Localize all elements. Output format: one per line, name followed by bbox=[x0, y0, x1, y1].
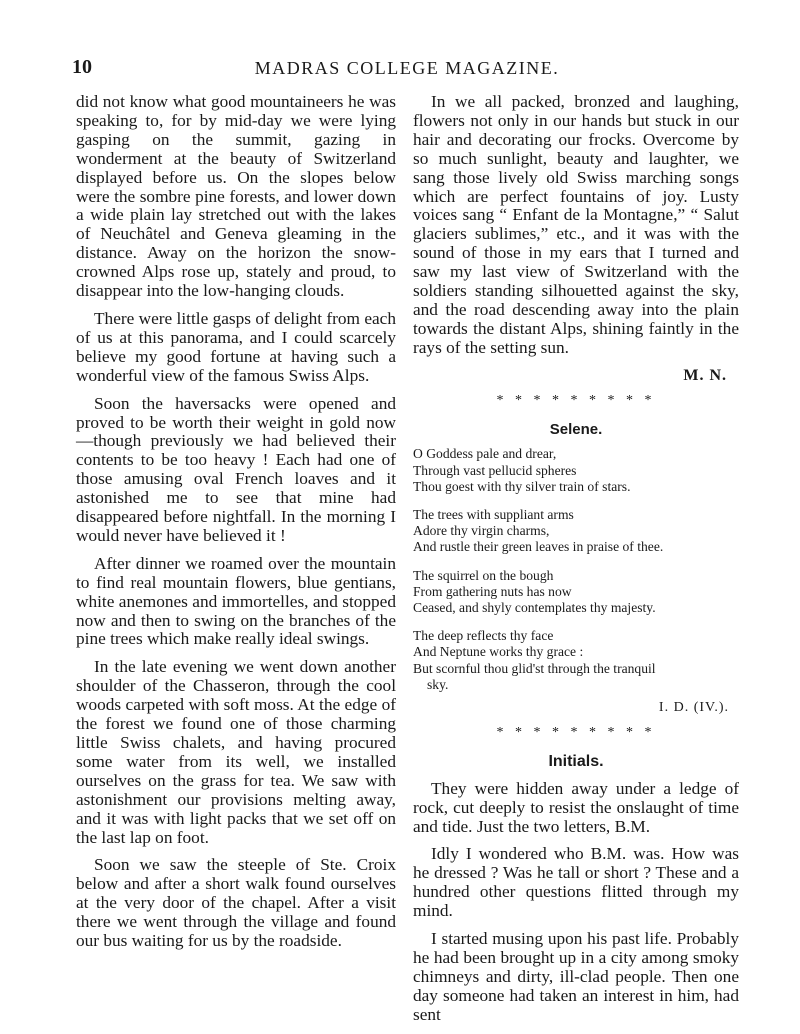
poem-line: Adore thy virgin charms, bbox=[413, 523, 550, 539]
paragraph: did not know what good mountaineers he was speaking to, for by mid-day we were lying gasping on the summit, gazing in wonderment at the beauty of Switzerland displayed before us. On the slopes below were the sombre pine forests, and lower down a wide plain lay stretched out with the lakes of Neuchâtel and Geneva gleaming in the distance. Away on the horizon the snow-crowned Alps rose up, stately and proud, to disappear into the low-hanging clouds. bbox=[76, 92, 396, 301]
poem-signature: I. D. (IV.). bbox=[658, 700, 729, 716]
poem-line: The squirrel on the bough bbox=[413, 567, 554, 583]
poem-stanza bbox=[413, 628, 739, 693]
paragraph: Idly I wondered who B.M. was. How was he dressed ? Was he tall or short ? These and a hundred other questions flitted through my mind. bbox=[413, 844, 739, 921]
poem-line: And rustle their green leaves in praise of thee. bbox=[413, 539, 664, 555]
poem-line: The trees with suppliant arms bbox=[413, 507, 574, 523]
poem-line: Ceased, and shyly contemplates thy majesty. bbox=[413, 600, 656, 616]
poem-line: Through vast pellucid spheres bbox=[413, 462, 577, 478]
poem-title: Selene. bbox=[549, 420, 603, 438]
poem-line: And Neptune works thy grace : bbox=[413, 644, 584, 660]
section-separator: * * * * * * * * * bbox=[496, 392, 656, 408]
paragraph: They were hidden away under a ledge of rock, cut deeply to resist the onslaught of time and tide. Just the two letters, B.M. bbox=[413, 778, 739, 836]
section-title: Initials. bbox=[548, 752, 604, 770]
poem-line: But scornful thou glid'st through the tranquil bbox=[413, 660, 656, 676]
page-number: 10 bbox=[72, 56, 92, 78]
page-header bbox=[72, 56, 742, 86]
paragraph: I started musing upon his past life. Probably he had been brought up in a city among smoky chimneys and dirty, ill-clad people. Then one day someone had taken an interest in him, had sent bbox=[413, 929, 739, 1024]
magazine-title: MADRAS COLLEGE MAGAZINE. bbox=[254, 58, 560, 78]
poem-stanza bbox=[413, 568, 739, 617]
poem bbox=[413, 421, 739, 718]
paragraph: After dinner we roamed over the mountain to find real mountain flowers, blue gentians, white anemones and immortelles, and stopped now and then to swing on the branches of the pine trees which make really ideal swings. bbox=[76, 553, 396, 649]
paragraph: In the late evening we went down another shoulder of the Chasseron, through the cool woods carpeted with soft moss. At the edge of the forest we found one of those charming little Swiss chalets, and having procured some water from its well, we installed ourselves on the grass for tea. We saw with astonishment our provisions melting away, and it was with light packs that we set off on the last lap on foot. bbox=[76, 657, 396, 847]
poem-line: Thou goest with thy silver train of stars. bbox=[413, 478, 631, 494]
poem-line: From gathering nuts has now bbox=[413, 583, 572, 599]
poem-line: sky. bbox=[427, 676, 449, 692]
paragraph: Soon we saw the steeple of Ste. Croix below and after a short walk found ourselves at the very door of the chapel. After a visit there we went through the village and found our bus waiting for us by the roadside. bbox=[76, 855, 396, 951]
poem-line: The deep reflects thy face bbox=[413, 628, 554, 644]
article-signature: M. N. bbox=[683, 366, 727, 384]
section-separator: * * * * * * * * * bbox=[496, 724, 656, 740]
poem-stanza bbox=[413, 507, 739, 556]
left-column bbox=[76, 93, 396, 960]
poem-line: O Goddess pale and drear, bbox=[413, 446, 557, 462]
poem-stanza bbox=[413, 446, 739, 495]
right-column bbox=[413, 93, 739, 1034]
paragraph: Soon the haversacks were opened and proved to be worth their weight in gold now—though previously we had believed their contents to be too heavy ! Each had one of those amusing oval French loaves and it astonished me to see that mine had disappeared before nightfall. In the morning I would never have believed it ! bbox=[76, 393, 396, 545]
paragraph: In we all packed, bronzed and laughing, flowers not only in our hands but stuck in our hair and decorating our frocks. Overcome by so much sunlight, beauty and laughter, we sang those lively old Swiss marching songs which are perfect fountains of joy. Lusty voices sang “ Enfant de la Montagne,” “ Salut glaciers sublimes,” etc., and it was with the sound of those in my ears that I turned and saw my last view of Switzerland with the soldiers standing silhouetted against the sky, and the road descending away into the plain towards the distant Alps, shining faintly in the rays of the setting sun. bbox=[413, 92, 739, 357]
paragraph: There were little gasps of delight from each of us at this panorama, and I could scarcely believe my good fortune at having such a wonderful view of the famous Swiss Alps. bbox=[76, 308, 396, 385]
